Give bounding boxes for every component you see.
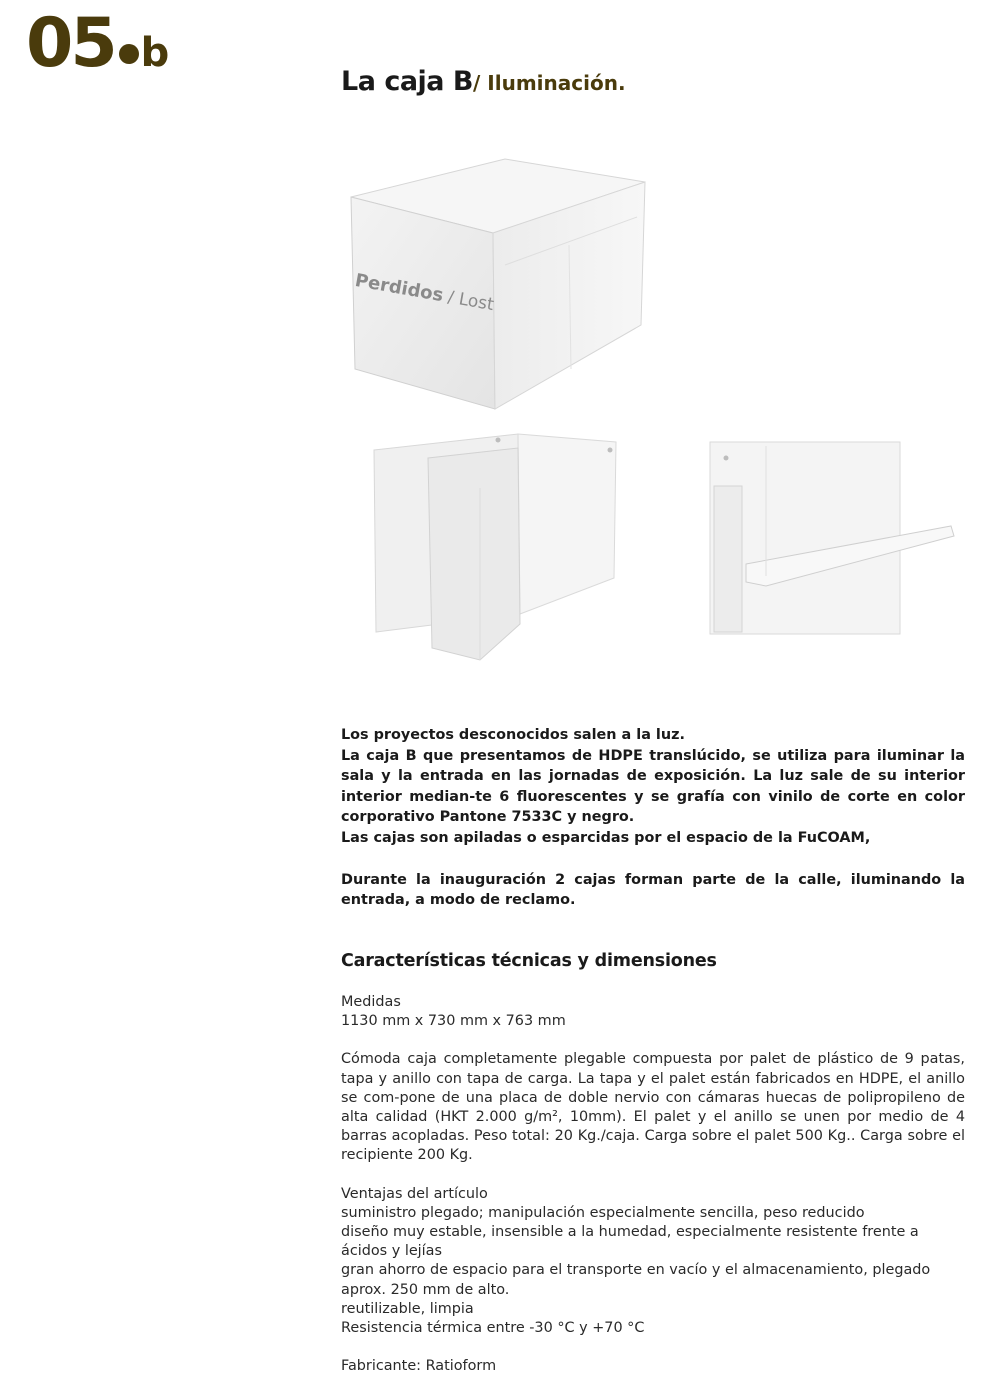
section-number	[26, 4, 169, 83]
advantage-item: reutilizable, limpia	[341, 1300, 474, 1317]
measures-label: Medidas	[341, 994, 401, 1010]
measures-value: 1130 mm x 730 mm x 763 mm	[341, 1013, 566, 1030]
specs-heading: Características técnicas y dimensiones	[341, 951, 717, 971]
section-dot	[119, 44, 139, 64]
intro-line-2: La caja B que presentamos de HDPE translúcido, se utiliza para iluminar la sala y la entrada en las jornadas de exposición. La luz sale de su interior interior median-te 6 fluorescentes y se grafía con vinilo de corte en color corporativo Pantone 7533C y negro.	[341, 747, 965, 826]
spacer	[341, 1166, 965, 1185]
page-title-main: La caja B	[341, 66, 474, 97]
spacer	[341, 1031, 965, 1050]
advantage-item: Resistencia térmica entre -30 °C y +70 °C	[341, 1320, 645, 1337]
advantage-item: suministro plegado; manipulación especialmente sencilla, peso reducido	[341, 1204, 865, 1221]
specs-description: Cómoda caja completamente plegable compuesta por palet de plástico de 9 patas, tapa y anillo con tapa de carga. La tapa y el palet están fabricados en HDPE, el anillo se com-pone de una placa de doble nervio con cámaras huecas de polipropileno de alta calidad (HKT 2.000 g/m², 10mm). El palet y el anillo se unen por medio de 4 barras acopladas. Peso total: 20 Kg./caja. Carga sobre el palet 500 Kg.. Carga sobre el recipiente 200 Kg.	[341, 1051, 965, 1164]
spacer	[341, 849, 965, 870]
intro-text	[341, 725, 965, 911]
box-corner-photo	[706, 436, 956, 636]
page-title	[341, 66, 626, 97]
box-closed-photo	[345, 155, 675, 420]
advantages-label: Ventajas del artículo	[341, 1185, 488, 1202]
page-title-sub: / Iluminación.	[473, 71, 626, 95]
box-open-photo	[368, 428, 623, 668]
intro-line-3: Las cajas son apiladas o esparcidas por el espacio de la FuCOAM,	[341, 829, 871, 846]
advantage-item: gran ahorro de espacio para el transporte en vacío y el almacenamiento, plegado aprox. 250 mm de alto.	[341, 1262, 931, 1298]
section-suffix: b	[140, 30, 170, 76]
manufacturer: Fabricante: Ratioform	[341, 1358, 497, 1375]
section-number-value: 05	[26, 4, 115, 83]
specs-text	[341, 993, 965, 1376]
intro-line-4: Durante la inauguración 2 cajas forman parte de la calle, iluminando la entrada, a modo de reclamo.	[341, 871, 965, 909]
intro-line-1: Los proyectos desconocidos salen a la luz.	[341, 727, 685, 743]
box-label-bold: Perdidos	[353, 270, 445, 307]
spacer	[341, 1338, 965, 1357]
box-label-light: / Lost	[446, 287, 496, 316]
advantage-item: diseño muy estable, insensible a la humedad, especialmente resistente frente a ácidos y lejías	[341, 1224, 919, 1260]
